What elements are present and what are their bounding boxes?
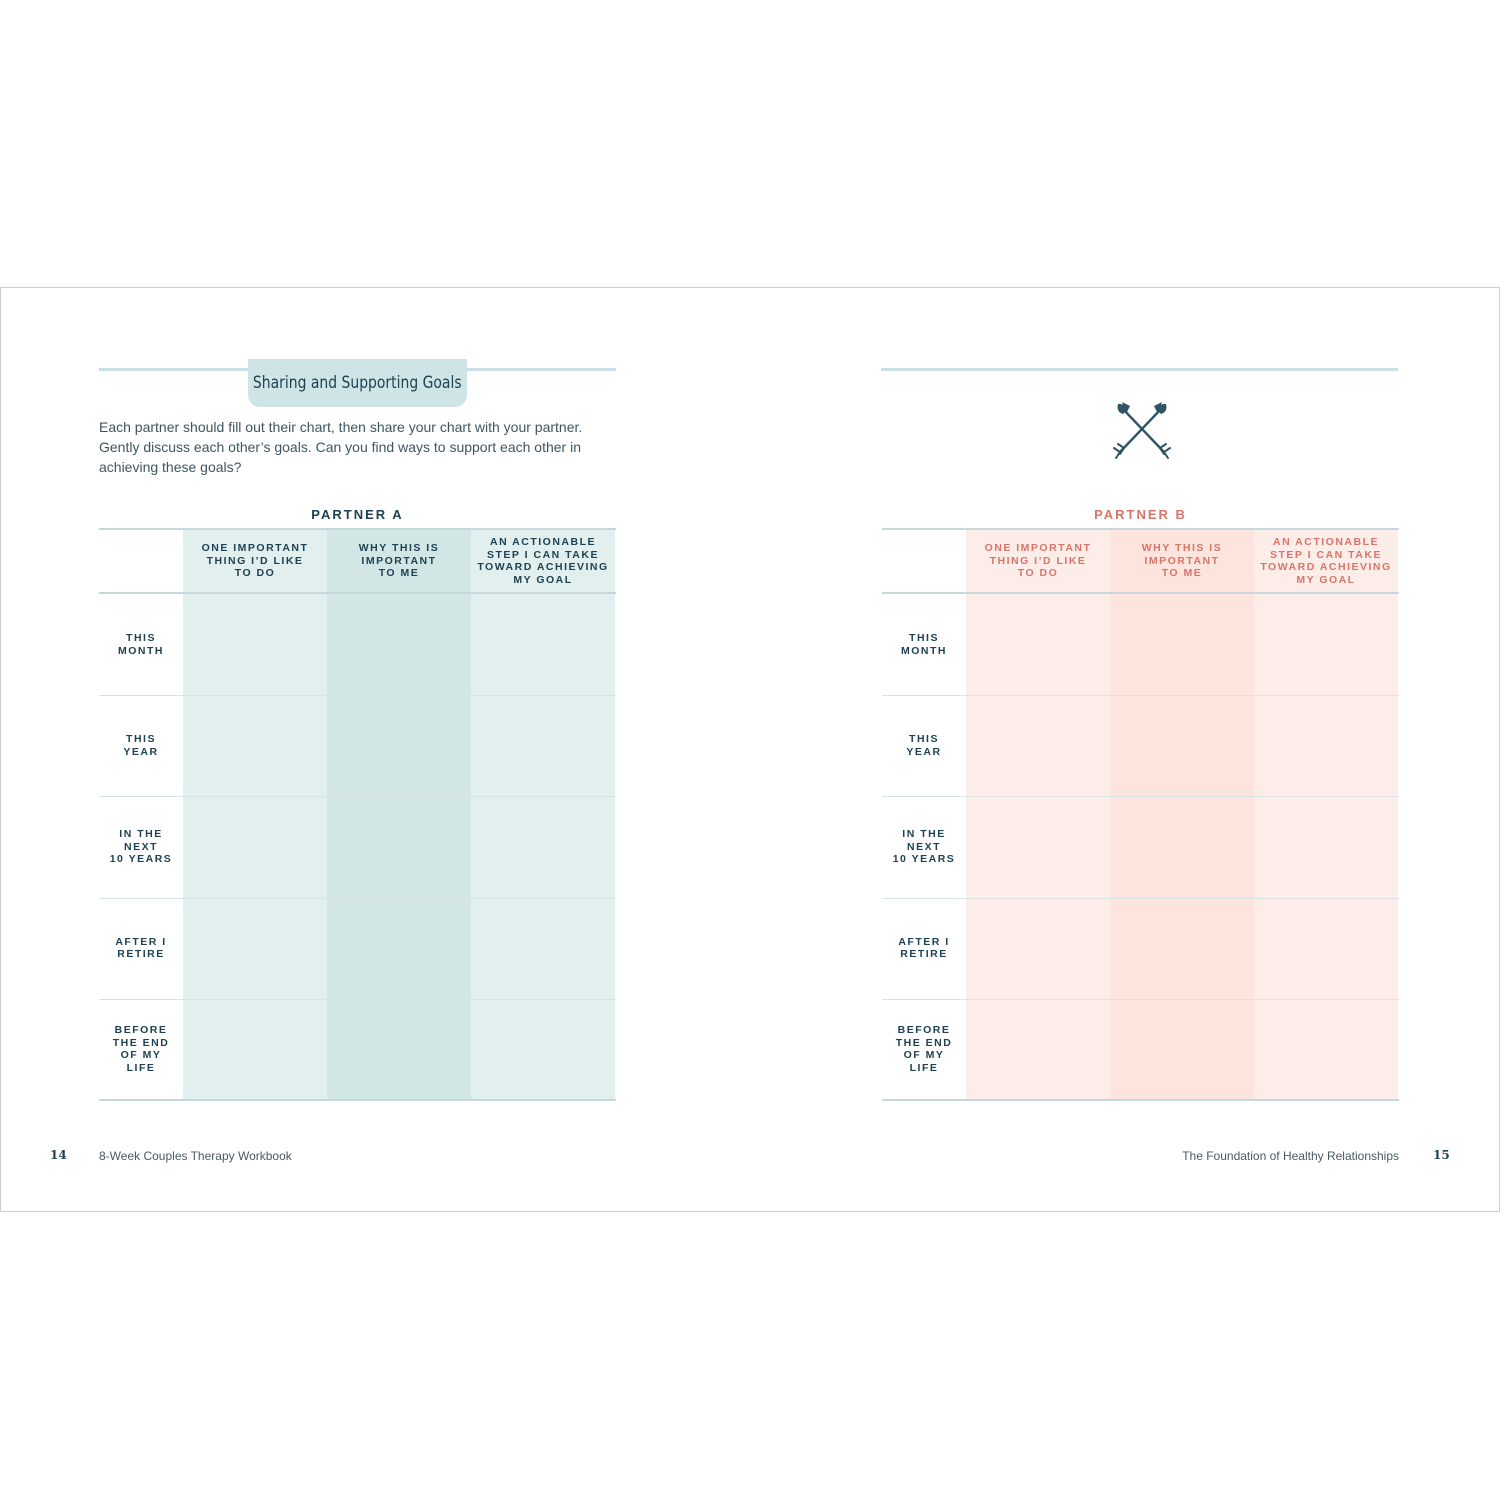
row-label: THIS MONTH	[901, 632, 947, 657]
row-label: THIS YEAR	[906, 733, 942, 758]
column-header: WHY THIS IS IMPORTANT TO ME	[358, 542, 440, 580]
crossed-arrows-icon	[1110, 398, 1174, 460]
column-header: WHY THIS IS IMPORTANT TO ME	[1141, 542, 1223, 580]
intro-line-2: Gently discuss each other’s goals. Can you find ways to support each other in	[99, 439, 581, 455]
column-header: ONE IMPORTANT THING I’D LIKE TO DO	[201, 542, 309, 580]
row-label: BEFORE THE END OF MY LIFE	[895, 1024, 953, 1074]
section-title-tab	[248, 359, 467, 407]
right-top-rule	[881, 368, 1398, 371]
intro-line-3: achieving these goals?	[99, 459, 242, 475]
column-header: AN ACTIONABLE STEP I CAN TAKE TOWARD ACHIEVING MY GOAL	[1260, 536, 1392, 586]
row-label: THIS YEAR	[123, 733, 159, 758]
partner-b-chart	[882, 528, 1399, 1101]
right-footer-text: The Foundation of Healthy Relationships	[1182, 1149, 1399, 1163]
row-label: BEFORE THE END OF MY LIFE	[112, 1024, 170, 1074]
partner-b-column-fill-1	[966, 530, 1110, 1099]
row-label: IN THE NEXT 10 YEARS	[892, 828, 956, 866]
row-label: THIS MONTH	[118, 632, 164, 657]
intro-paragraph	[99, 417, 609, 477]
left-page-number: 14	[50, 1148, 67, 1162]
partner-a-chart	[99, 528, 616, 1101]
partner-a-column-fill-3	[471, 530, 615, 1099]
column-header: AN ACTIONABLE STEP I CAN TAKE TOWARD ACHIEVING MY GOAL	[477, 536, 609, 586]
row-label: AFTER I RETIRE	[115, 935, 167, 961]
partner-b-column-fill-3	[1254, 530, 1398, 1099]
partner-b-column-fill-2	[1110, 530, 1254, 1099]
section-title: Sharing and Supporting Goals	[253, 373, 462, 393]
partner-b-title: PARTNER B	[1094, 507, 1187, 522]
right-page-number: 15	[1433, 1148, 1450, 1162]
left-footer-text: 8-Week Couples Therapy Workbook	[99, 1149, 292, 1163]
column-header: ONE IMPORTANT THING I’D LIKE TO DO	[984, 542, 1092, 580]
intro-line-1: Each partner should fill out their chart, then share your chart with your partner.	[99, 419, 583, 435]
row-label: IN THE NEXT 10 YEARS	[109, 828, 173, 866]
partner-a-column-fill-1	[183, 530, 327, 1099]
partner-a-title: PARTNER A	[311, 507, 404, 522]
row-label: AFTER I RETIRE	[898, 935, 950, 961]
partner-a-column-fill-2	[327, 530, 471, 1099]
